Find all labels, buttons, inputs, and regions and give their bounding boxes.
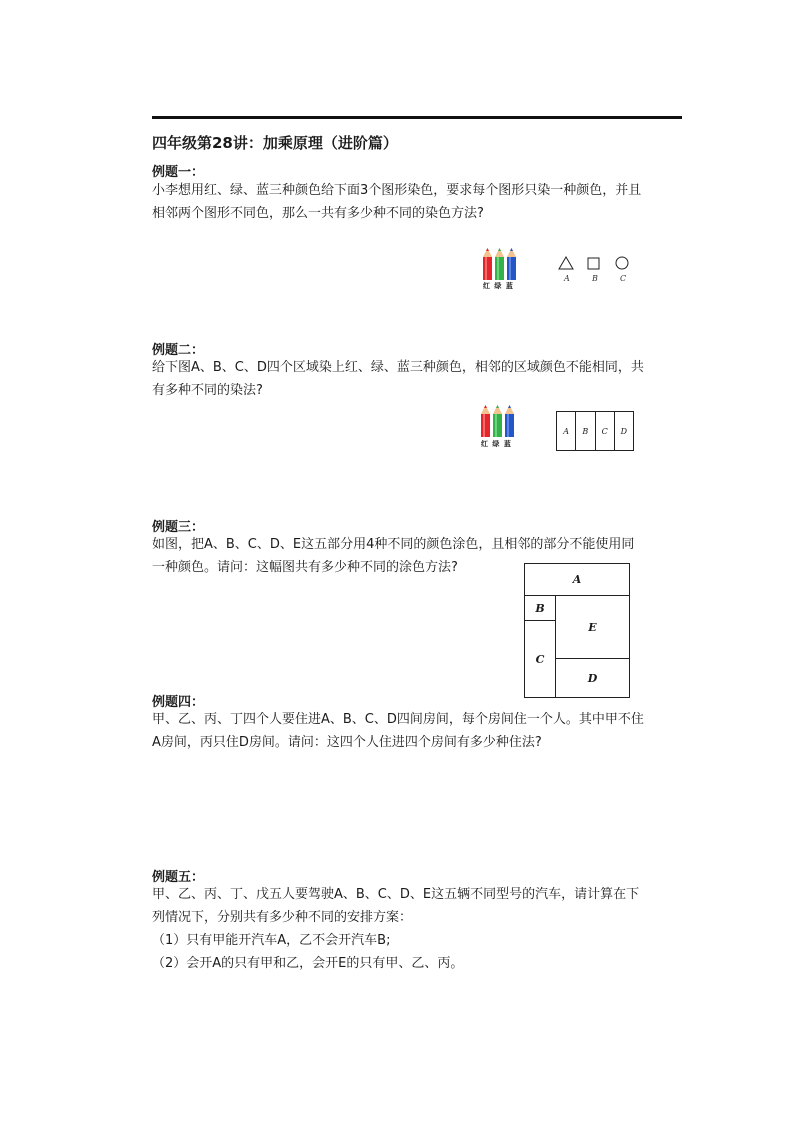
top-rule	[152, 116, 682, 119]
pencil-color-label-2: 红 绿 蓝	[481, 439, 512, 448]
problem-2-text	[152, 356, 686, 402]
problem-2-heading: 例题二：	[152, 343, 205, 358]
region-d: D	[620, 426, 628, 436]
problem-1-heading: 例题一：	[152, 165, 205, 180]
problem-3-line-1: 如图，把A、B、C、D、E这五部分用4种不同的颜色涂色，且相邻的部分不能使用同	[152, 537, 635, 552]
problem-5-line-1: 甲、乙、丙、丁、戊五人要驾驶A、B、C、D、E这五辆不同型号的汽车，请计算在下	[152, 887, 640, 902]
problem-5-line-4: （2）会开A的只有甲和乙，会开E的只有甲、乙、丙。	[152, 956, 464, 971]
problem-4-heading: 例题四：	[152, 695, 205, 710]
problem-3-line-2: 一种颜色。请问：这幅图共有多少种不同的涂色方法?	[152, 560, 458, 575]
problem-3-heading: 例题三：	[152, 520, 205, 535]
shape-label-c: C	[620, 274, 627, 283]
region-e: E	[556, 596, 629, 659]
triangle-icon	[559, 257, 573, 269]
region-c: C	[525, 621, 556, 697]
pencils-illustration-2	[479, 405, 517, 437]
circle-icon	[616, 257, 628, 269]
problem-1-line-1: 小李想用红、绿、蓝三种颜色给下面3个图形染色，要求每个图形只染一种颜色，并且	[152, 183, 642, 198]
problem-5-heading: 例题五：	[152, 870, 205, 885]
blue-pencil-icon	[505, 405, 514, 437]
region-d: D	[587, 671, 598, 685]
shape-label-a: A	[564, 274, 570, 283]
problem-1-line-2: 相邻两个图形不同色，那么一共有多少种不同的染色方法?	[152, 206, 484, 221]
red-pencil-icon	[481, 405, 490, 437]
shape-label-b: B	[592, 274, 598, 283]
region-c: C	[596, 412, 615, 450]
problem-1-text	[152, 179, 686, 225]
pencil-color-label-1: 红 绿 蓝	[483, 281, 514, 290]
problem-5-line-3: （1）只有甲能开汽车A，乙不会开汽车B;	[152, 933, 391, 948]
problem-4-line-1: 甲、乙、丙、丁四个人要住进A、B、C、D四间房间，每个房间住一个人。其中甲不住	[152, 712, 644, 727]
problem-4-text	[152, 708, 686, 754]
five-region-figure	[524, 563, 630, 698]
problem-2-line-2: 有多种不同的染法?	[152, 383, 263, 398]
page-title: 四年级第28讲：加乘原理（进阶篇）	[152, 134, 398, 152]
four-region-strip	[556, 411, 634, 451]
pencils-illustration-1	[481, 248, 519, 280]
green-pencil-icon	[493, 405, 502, 437]
blue-pencil-icon	[507, 248, 516, 280]
red-pencil-icon	[483, 248, 492, 280]
region-a: A	[557, 412, 576, 450]
problem-5-line-2: 列情况下，分别共有多少种不同的安排方案：	[152, 910, 413, 925]
green-pencil-icon	[495, 248, 504, 280]
problem-5-text	[152, 883, 686, 975]
problem-4-line-2: A房间，丙只住D房间。请问：这四个人住进四个房间有多少种住法?	[152, 735, 542, 750]
region-b: B	[576, 412, 595, 450]
region-b: B	[525, 596, 556, 621]
square-icon	[588, 258, 599, 269]
problem-2-line-1: 给下图A、B、C、D四个区域染上红、绿、蓝三种颜色，相邻的区域颜色不能相同，共	[152, 360, 644, 375]
region-a: A	[525, 564, 629, 596]
